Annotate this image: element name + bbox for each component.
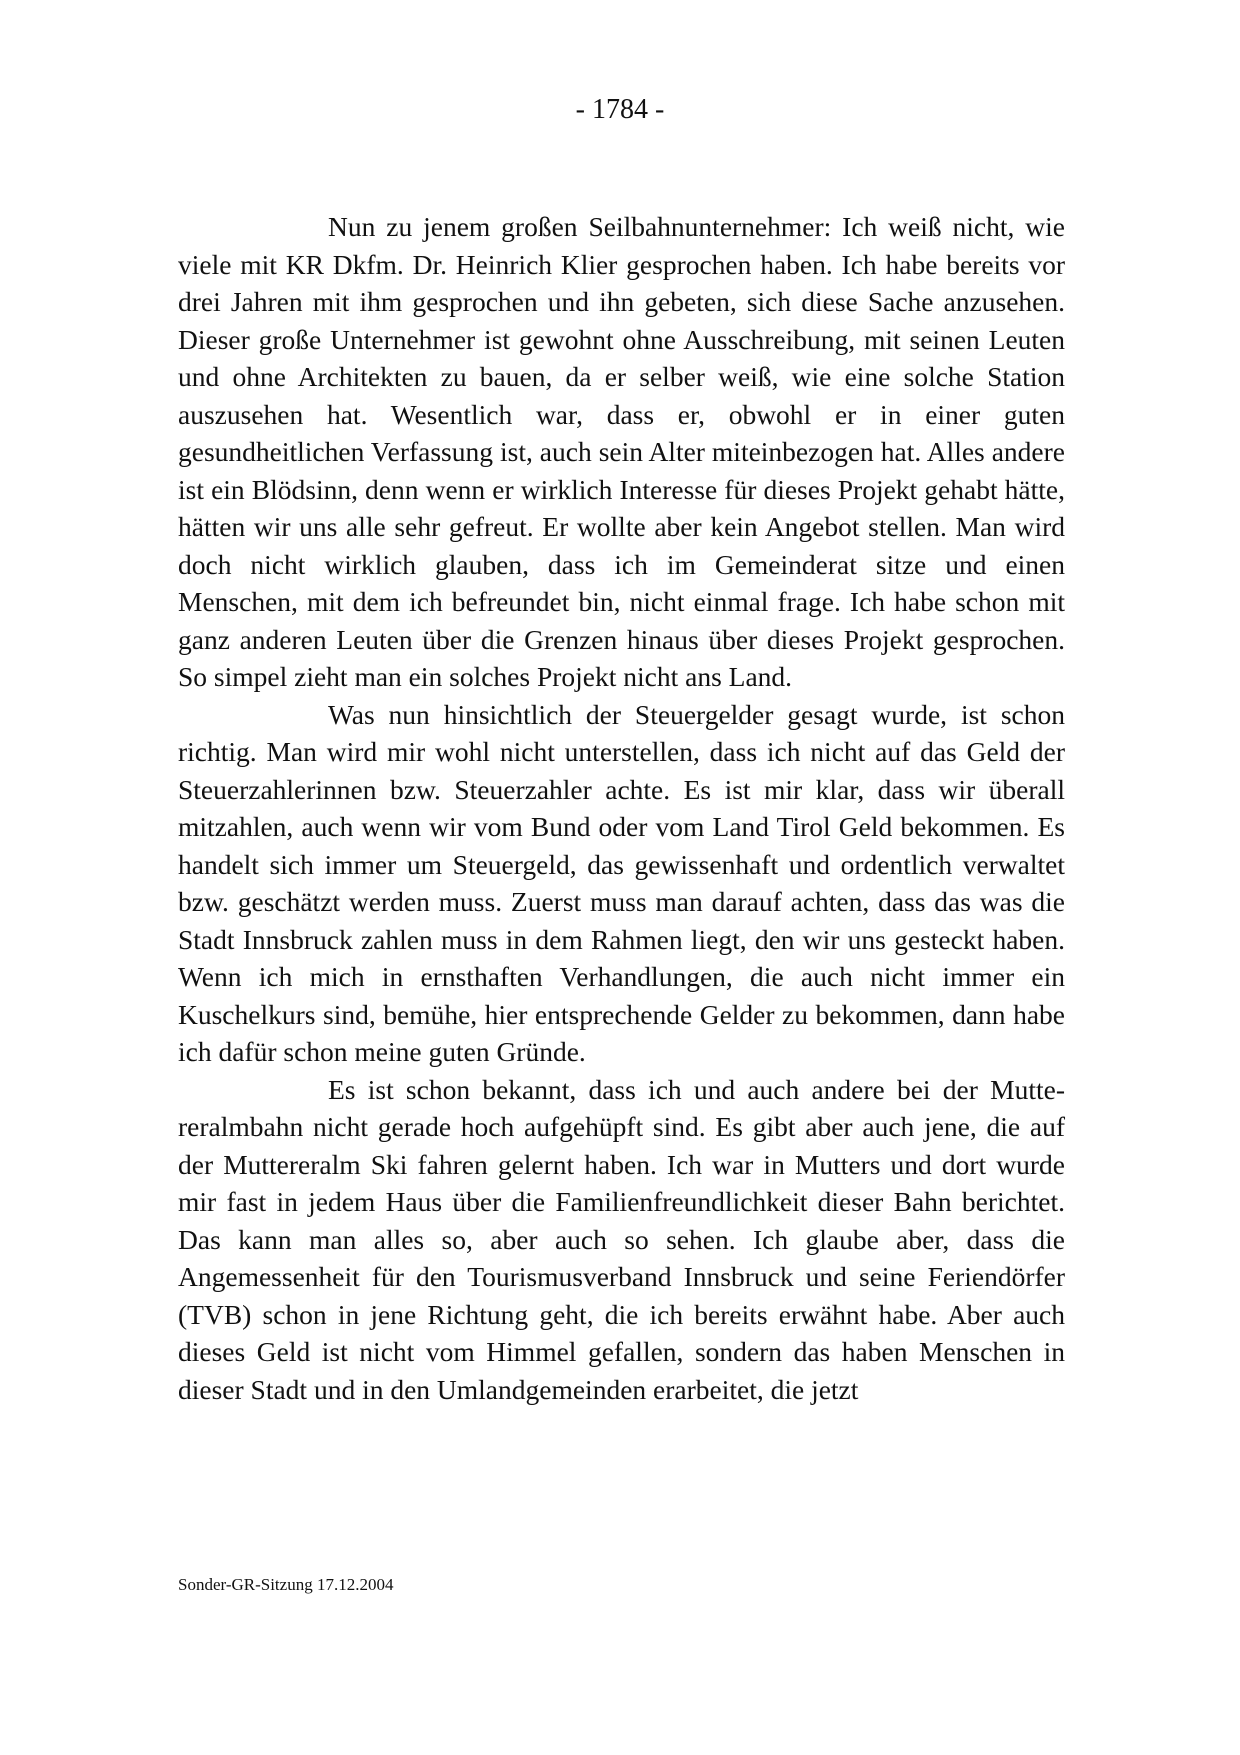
paragraph-2: Was nun hinsichtlich der Steuergelder gesagt wurde, ist schon richtig. Man wird mir wohl nicht unterstellen, dass ich nicht auf das Geld der Steuerzahlerinnen bzw. Steuerzahler achte. Es ist mir klar, dass wir überall mitzahlen, auch wenn wir vom Bund oder vom Land Tirol Geld bekommen. Es handelt sich immer um Steuergeld, das gewissenhaft und ordentlich verwaltet bzw. geschätzt werden muss. Zuerst muss man darauf achten, dass das was die Stadt Innsbruck zahlen muss in dem Rahmen liegt, den wir uns gesteckt haben. Wenn ich mich in ernsthaften Verhandlungen, die auch nicht immer ein Kuschelkurs sind, bemühe, hier entsprechende Gelder zu bekommen, dann habe ich dafür schon meine guten Gründe. xyxy=(178,698,1065,1067)
page-footer: Sonder-GR-Sitzung 17.12.2004 xyxy=(178,1575,394,1594)
paragraph-1: Nun zu jenem großen Seilbahnunternehmer: Ich weiß nicht, wie viele mit KR Dkfm. Dr. Heinrich Klier gesprochen haben. Ich habe bereits vor drei Jahren mit ihm gesprochen und ihn gebeten, sich diese Sache anzusehen. Dieser große Unternehmer ist gewohnt ohne Ausschreibung, mit seinen Leuten und ohne Architekten zu bauen, da er selber weiß, wie eine solche Station auszusehen hat. Wesentlich war, dass er, obwohl er in einer guten gesundheitlichen Verfassung ist, auch sein Alter miteinbezogen hat. Alles andere ist ein Blödsinn, denn wenn er wirklich Interesse für dieses Projekt gehabt hätte, hätten wir uns alle sehr gefreut. Er wollte aber kein Angebot stellen. Man wird doch nicht wirklich glauben, dass ich im Gemeinderat sitze und einen Menschen, mit dem ich befreundet bin, nicht einmal frage. Ich habe schon mit ganz anderen Leuten über die Grenzen hinaus über dieses Projekt gesprochen. So simpel zieht man ein solches Projekt nicht ans Land. xyxy=(178,211,1065,692)
document-body xyxy=(178,208,1065,1408)
paragraph-3: Es ist schon bekannt, dass ich und auch andere bei der Muttereralmbahn nicht gerade hoch aufgehüpft sind. Es gibt aber auch jene, die auf der Muttereralm Ski fahren gelernt haben. Ich war in Mutters und dort wurde mir fast in jedem Haus über die Familienfreundlichkeit dieser Bahn berichtet. Das kann man alles so, aber auch so sehen. Ich glaube aber, dass die Angemessenheit für den Tourismusverband Innsbruck und seine Feriendörfer (TVB) schon in jene Richtung geht, die ich bereits erwähnt habe. Aber auch dieses Geld ist nicht vom Himmel gefallen, sondern das haben Menschen in dieser Stadt und in den Umlandgemeinden erarbeitet, die jetzt xyxy=(178,1073,1065,1405)
page-number: - 1784 - xyxy=(575,94,665,125)
